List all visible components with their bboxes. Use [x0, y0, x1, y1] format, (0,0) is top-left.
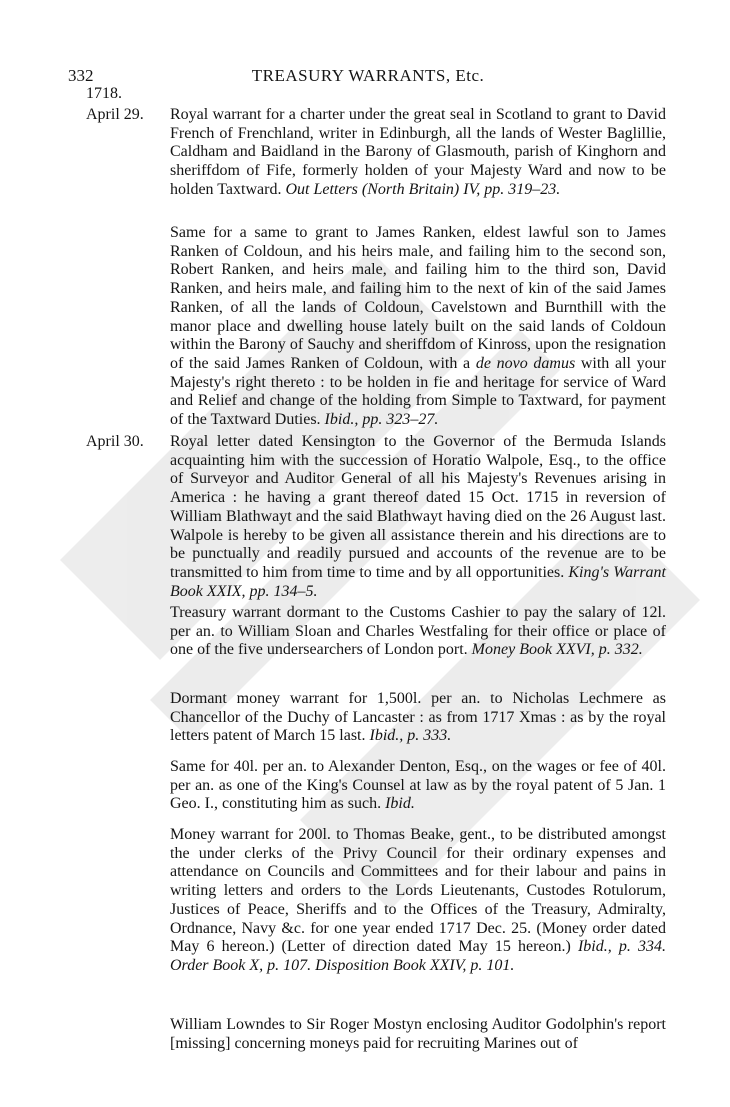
entry-reference: Money Book XXVI, p. 332.: [471, 641, 643, 659]
entry-text: William Lowndes to Sir Roger Mostyn enclosing Auditor Godolphin's report [missing] concerning moneys paid for recruiting Marines out of: [170, 1016, 666, 1052]
page-number: 332: [68, 66, 94, 85]
entry-5: [86, 690, 666, 746]
entry-reference: Ibid., p. 334. Order Book X, p. 107. Disposition Book XXIV, p. 101.: [170, 938, 666, 974]
entry-3: [86, 433, 666, 601]
entry-text: Same for a same to grant to James Ranken, eldest lawful son to James Ranken of Coldoun, and his heirs male, and failing him to the second son, Robert Ranken, and heirs male, and failing him to the third son, David Ranken, and heirs male, and failing him to the next of kin of the said James Ranken, of all the lands of Coldoun, Cavelstown and Burnthill with the manor place and dwelling house lately built on the said lands of Coldoun within the Barony of Sauchy and sheriffdom of Kinross, upon the resignation of the said James Ranken of Coldoun, with a de novo damus with all your Majesty's right thereto : to be holden in fie and heritage for service of Ward and Relief and change of the holding from Simple to Taxtward, for payment of the Taxtward Duties. Ibid., pp. 323–27.: [170, 224, 666, 429]
page-header: [68, 62, 668, 88]
year-marker: 1718.: [86, 85, 122, 102]
entry-2: [86, 224, 666, 430]
entry-text: Treasury warrant dormant to the Customs Cashier to pay the salary of 12l. per an. to William Sloan and Charles Westfaling for their office or place of one of the five undersearchers of London port. Money Book XXVI, p. 332.: [170, 604, 666, 659]
entry-reference: Out Letters (North Britain) IV, pp. 319–23.: [285, 180, 561, 198]
entry-text: Same for 40l. per an. to Alexander Denton, Esq., on the wages or fee of 40l. per an. as one of the King's Counsel at law as by the royal patent of 5 Jan. 1 Geo. I., constituting him as such. Ibid.: [170, 758, 666, 813]
entry-date: April 30.: [86, 433, 144, 450]
entry-reference: Ibid.: [385, 795, 415, 813]
entry-8: [86, 1016, 666, 1053]
entry-reference: Ibid., p. 333.: [369, 727, 452, 745]
entry-text: Royal warrant for a charter under the great seal in Scotland to grant to David French of Frenchland, writer in Edinburgh, all the lands of Wester Baglillie, Caldham and Baidland in the Barony of Glasmouth, parish of Kinghorn and sheriffdom of Fife, formerly holden of your Majesty Ward and now to be holden Taxtward. Out Letters (North Britain) IV, pp. 319–23.: [170, 106, 666, 198]
entry-6: [86, 758, 666, 814]
entry-text: Dormant money warrant for 1,500l. per an. to Nicholas Lechmere as Chancellor of the Duchy of Lancaster : as from 1717 Xmas : as by the royal letters patent of March 15 last. Ibid., p. 333.: [170, 690, 666, 745]
entry-reference: King's Warrant Book XXIX, pp. 134–5.: [170, 563, 666, 600]
entry-text: Money warrant for 200l. to Thomas Beake, gent., to be distributed amongst the under clerks of the Privy Council for their ordinary expenses and attendance on Councils and Committees and for their labour and pains in writing letters and orders to the Lords Lieutenants, Custodes Rotulorum, Justices of Peace, Sheriffs and to the Offices of the Treasury, Admiralty, Ordnance, Navy &c. for one year ended 1717 Dec. 25. (Money order dated May 6 hereon.) (Letter of direction dated May 15 hereon.) Ibid., p. 334. Order Book X, p. 107. Disposition Book XXIV, p. 101.: [170, 826, 666, 974]
entry-reference: Ibid., pp. 323–27.: [324, 411, 439, 429]
entry-1: [86, 106, 666, 200]
entry-text: Royal letter dated Kensington to the Governor of the Bermuda Islands acquainting him with the succession of Horatio Walpole, Esq., to the office of Surveyor and Auditor General of all his Majesty's Revenues arising in America : he having a grant thereof dated 15 Oct. 1715 in reversion of William Blathwayt and the said Blathwayt having died on the 26 August last. Walpole is hereby to be given all assistance therein and his directions are to be punctually and readily pursued and accounts of the revenue are to be transmitted to him from time to time and by all opportunities. King's Warrant Book XXIX, pp. 134–5.: [170, 433, 666, 600]
running-title: TREASURY WARRANTS, Etc.: [251, 66, 485, 85]
entry-date: April 29.: [86, 106, 144, 123]
entry-4: [86, 604, 666, 660]
entry-7: [86, 826, 666, 976]
